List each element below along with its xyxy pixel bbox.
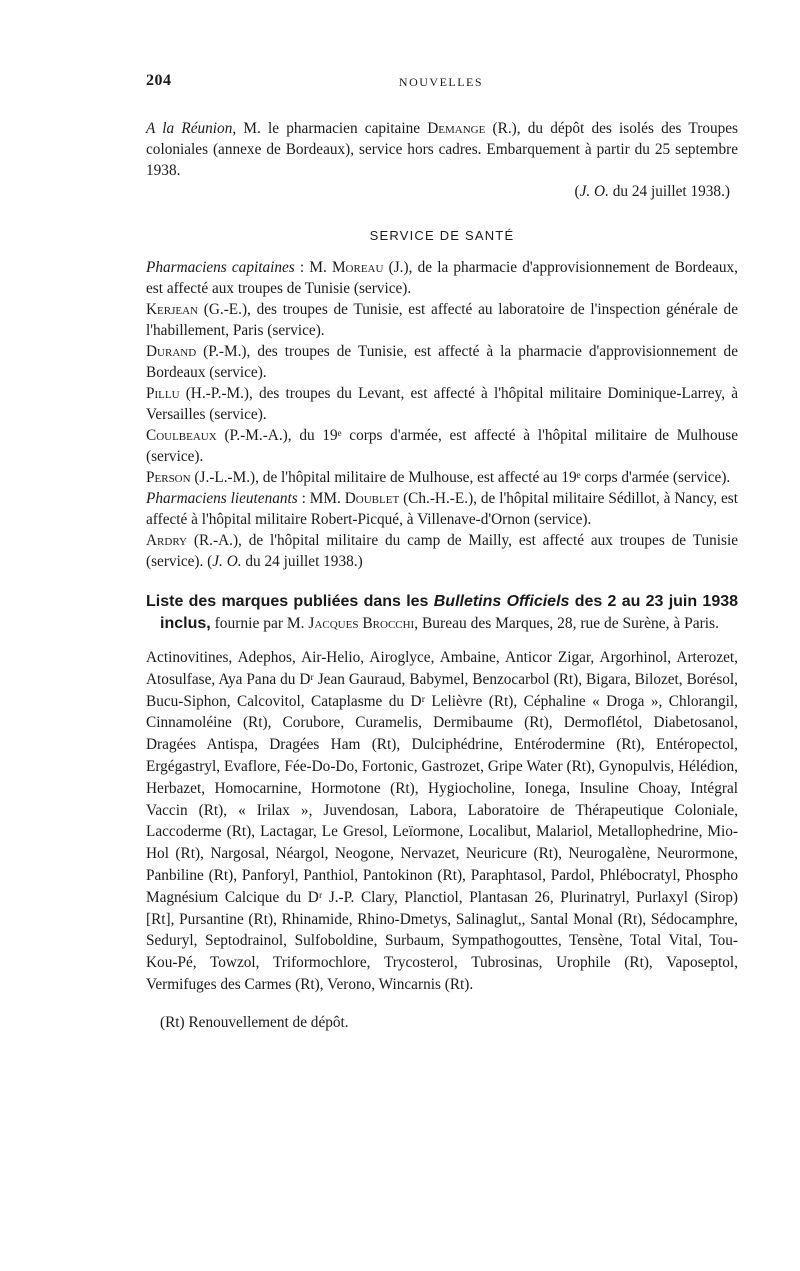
lieutenants-heading: Pharmaciens lieutenants (146, 490, 298, 507)
entry-name: Ardry (146, 532, 188, 549)
entry-name: Moreau (331, 259, 384, 276)
journal-open-paren: ( (207, 553, 213, 570)
reunion-name: Demange (427, 120, 486, 137)
journal-abbr: J. O. (579, 183, 609, 200)
journal-date: du 24 juillet 1938.) (241, 553, 363, 570)
reunion-text-before: M. le pharmacien capitaine (236, 120, 428, 137)
reunion-journal-ref (146, 181, 738, 202)
entry-text: (H.-P.-M.), des troupes du Levant, est affecté à l'hôpital militaire Dominique-Larrey, à Versailles (service). (146, 385, 738, 423)
capitaines-entry-4 (146, 425, 738, 467)
capitaines-colon: : M. (294, 259, 332, 276)
entry-text: (J.-L.-M.), de l'hôpital militaire de Mulhouse, est affecté au 19ᵉ corps d'armée (service). (190, 469, 731, 486)
section-title: SERVICE DE SANTÉ (369, 228, 515, 243)
entry-name: Coulbeaux (146, 427, 217, 444)
running-title: NOUVELLES (398, 75, 484, 89)
capitaines-heading: Pharmaciens capitaines (146, 259, 295, 276)
page-number: 204 (146, 72, 172, 89)
capitaines-entry-0 (146, 257, 738, 299)
entry-name: Pillu (146, 385, 180, 402)
supplier-name: Jacques Brocchi (308, 615, 415, 632)
lieutenants-entry-1 (146, 530, 738, 572)
entry-text: (Ch.-H.-E.), de l'hôpital militaire Sédillot, à Nancy, est affecté à l'hôpital militaire Robert-Picqué, à Villenave-d'Ornon (service). (146, 490, 738, 528)
capitaines-entry-3 (146, 383, 738, 425)
page-header (146, 72, 736, 94)
reunion-paragraph (146, 118, 738, 181)
entry-name: Doublet (344, 490, 400, 507)
journal-date: du 24 juillet 1938.) (608, 183, 730, 200)
entry-name: Kerjean (146, 301, 198, 318)
marks-title-bold-1: Liste des marques publiées dans les (146, 593, 434, 610)
capitaines-entry-2 (146, 341, 738, 383)
marks-title (146, 591, 738, 635)
capitaines-entry-1 (146, 299, 738, 341)
entry-text: (R.-A.), de l'hôpital militaire du camp de Mailly, est affecté aux troupes de Tunisie (service). (146, 532, 738, 570)
reunion-place: A la Réunion, (146, 120, 237, 137)
entry-text: (P.-M.), des troupes de Tunisie, est affecté à la pharmacie d'approvisionnement de Bordeaux (service). (146, 343, 738, 381)
page-body (146, 118, 738, 1033)
entry-name: Durand (146, 343, 197, 360)
journal-abbr: J. O. (212, 553, 242, 570)
capitaines-entry-5 (146, 467, 738, 488)
marks-list: Actinovitines, Adephos, Air-Helio, Airoglyce, Ambaine, Anticor Zigar, Argorhinol, Arterozet, Atosulfase, Aya Pana du Dʳ Jean Gauraud, Babymel, Benzocarbol (Rt), Bigara, Bilozet, Borésol, Bucu-Siphon, Calcovitol, Cataplasme du Dʳ Lelièvre (Rt), Céphaline « Droga », Chlorangil, Cinnamoléine (Rt), Corubore, Curamelis, Dermibaume (Rt), Dermoflétol, Diabetosanol, Dragées Antispa, Dragées Ham (Rt), Dulciphédrine, Entérodermine (Rt), Entéropectol, Ergégastryl, Evaflore, Fée-Do-Do, Fortonic, Gastrozet, Gripe Water (Rt), Gynopulvis, Hélédion, Herbazet, Homocarnine, Hormotone (Rt), Hygiocholine, Ionega, Insuline Choay, Intégral Vaccin (Rt), « Irilax », Juvendosan, Labora, Laboratoire de Thérapeutique Coloniale, Laccoderme (Rt), Lactagar, Le Gresol, Leïormone, Localibut, Malariol, Metallophedrine, Mio-Hol (Rt), Nargosal, Néargol, Neogone, Nervazet, Neuricure (Rt), Neurogalène, Neurormone, Panbiline (Rt), Panforyl, Panthiol, Pantokinon (Rt), Paraphtasol, Pardol, Phlébocratyl, Phospho Magnésium Calcique du Dʳ J.-P. Clary, Planctiol, Plantasan 26, Plurinatryl, Purlaxyl (Sirop) [Rt], Pursantine (Rt), Rhinamide, Rhino-Dmetys, Salinaglut,, Santal Monal (Rt), Sédocamphre, Seduryl, Septodrainol, Sulfoboldine, Surbaum, Sympathogouttes, Tensène, Total Vital, Tou-Kou-Pé, Towzol, Triformochlore, Trycosterol, Tubrosinas, Urophile (Rt), Vaposeptol, Vermifuges des Carmes (Rt), Verono, Wincarnis (Rt). (146, 649, 738, 993)
marks-title-rest-2: , Bureau des Marques, 28, rue de Surène, à Paris. (414, 615, 719, 632)
journal-open-paren: ( (574, 183, 580, 200)
footnote: (Rt) Renouvellement de dépôt. (160, 1013, 349, 1031)
marks-title-rest-1: fournie par M. (210, 615, 309, 632)
lieutenants-colon: : MM. (297, 490, 345, 507)
entry-text: (J.), de la pharmacie d'approvisionnement de Bordeaux, est affecté aux troupes de Tunisie (service). (146, 259, 738, 297)
marks-title-bold-2: des 2 au 23 juin 1938 inclus, (160, 593, 739, 632)
entry-text: (G.-E.), des troupes de Tunisie, est affecté au laboratoire de l'inspection générale de l'habillement, Paris (service). (146, 301, 738, 339)
lieutenants-entry-0 (146, 488, 738, 530)
reunion-text-after: (R.), du dépôt des isolés des Troupes coloniales (annexe de Bordeaux), service hors cadres. Embarquement à partir du 25 septembre 1938. (146, 120, 739, 179)
marks-title-bulletins: Bulletins Officiels (433, 593, 570, 610)
entry-name: Person (146, 469, 191, 486)
entry-text: (P.-M.-A.), du 19ᵉ corps d'armée, est affecté à l'hôpital militaire de Mulhouse (service). (146, 427, 738, 465)
